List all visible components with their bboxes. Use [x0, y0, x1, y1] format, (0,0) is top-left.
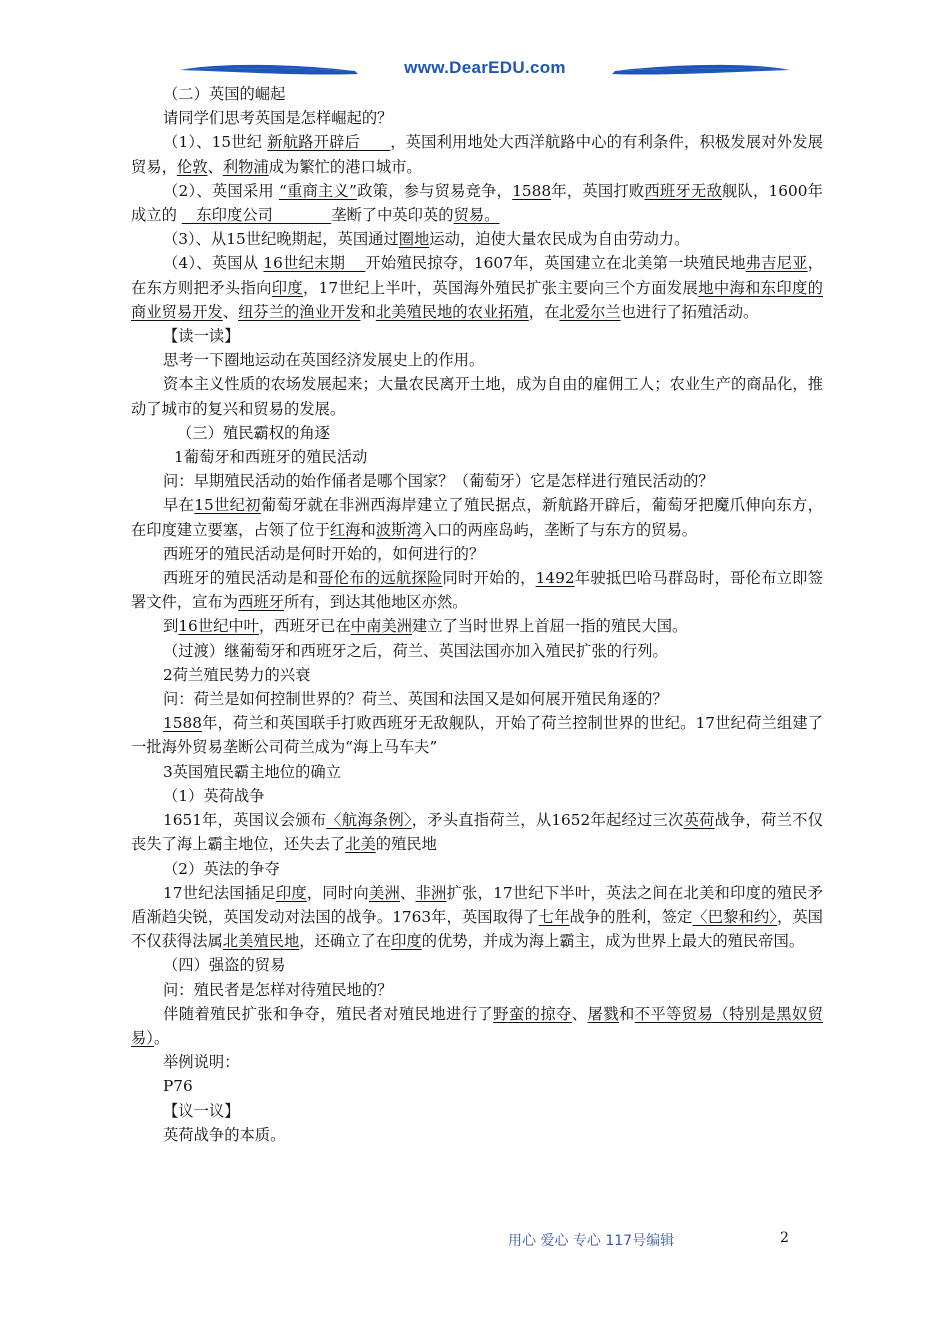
paragraph: 早在15世纪初葡萄牙就在非洲西海岸建立了殖民据点，新航路开辟后，葡萄牙把魔爪伸向东方，在印度建立要塞，占领了位于红海和波斯湾入口的两座岛屿，垄断了与东方的贸易。 [131, 496, 823, 539]
document-body [131, 82, 823, 1147]
paragraph: （4）、英国从 16世纪末期 开始殖民掠夺，1607年，英国建立在北美第一块殖民地弗吉尼亚，在东方则把矛头指向印度，17世纪上半叶，英国海外殖民扩张主要向三个方面发展地中海和东印度的商业贸易开发、纽芬兰的渔业开发和北美殖民地的农业拓殖，在北爱尔兰也进行了拓殖活动。 [131, 254, 823, 321]
paragraph: 1651年，英国议会颁布〈航海条例〉，矛头直指荷兰，从1652年起经过三次英荷战争，荷兰不仅丧失了海上霸主地位，还失去了北美的殖民地 [131, 811, 823, 854]
paragraph: 17世纪法国插足印度，同时向美洲、非洲扩张，17世纪下半叶，英法之间在北美和印度的殖民矛盾渐趋尖锐，英国发动对法国的战争。1763年，英国取得了七年战争的胜利，签定〈巴黎和约〉，英国不仅获得法属北美殖民地，还确立了在印度的优势，并成为海上霸主，成为世界上最大的殖民帝国。 [131, 883, 823, 951]
footer-slogan: 用心 爱心 专心 117号编辑 [508, 1233, 675, 1249]
paragraph: 西班牙的殖民活动是和哥伦布的远航探险同时开始的，1492年驶抵巴哈马群岛时，哥伦布立即签署文件，宣布为西班牙所有，到达其他地区亦然。 [131, 569, 823, 612]
paragraph: （1）、15世纪 新航路开辟后 ，英国利用地处大西洋航路中心的有利条件，积极发展对外发展贸易，伦敦、利物浦成为繁忙的港口城市。 [131, 133, 823, 176]
paragraph: 英荷战争的本质。 [163, 1125, 286, 1144]
subheading: 1葡萄牙和西班牙的殖民活动 [174, 448, 368, 467]
section-heading-2: （二）英国的崛起 [163, 85, 286, 103]
site-url: www.DearEDU.com [404, 58, 566, 77]
subheading: （1）英荷战争 [163, 786, 265, 805]
paragraph: 举例说明： [163, 1053, 240, 1072]
read-label: 【读一读】 [163, 327, 240, 346]
question-line: 问：早期殖民活动的始作俑者是哪个国家？（葡萄牙）它是怎样进行殖民活动的？ [163, 472, 714, 491]
section-heading-3: （三）殖民霸权的角逐 [177, 423, 330, 442]
question-line: 问：殖民者是怎样对待殖民地的？ [163, 980, 393, 999]
paragraph: 1588年，荷兰和英国联手打败西班牙无敌舰队，开始了荷兰控制世界的世纪。17世纪荷兰组建了一批海外贸易垄断公司荷兰成为“海上马车夫” [131, 714, 823, 757]
page-number: 2 [780, 1230, 789, 1246]
paragraph: 思考一下圈地运动在英国经济发展史上的作用。 [163, 351, 485, 370]
paragraph: （2）、英国采用 “重商主义”政策，参与贸易竞争，1588年，英国打败西班牙无敌舰队，1600年成立的 东印度公司 垄断了中英印英的贸易。 [131, 181, 823, 225]
paragraph: 资本主义性质的农场发展起来；大量农民离开土地，成为自由的雇佣工人；农业生产的商品化，推动了城市的复兴和贸易的发展。 [131, 375, 823, 418]
question-line: 问：荷兰是如何控制世界的？荷兰、英国和法国又是如何展开殖民角逐的？ [163, 690, 668, 709]
subheading: （2）英法的争夺 [163, 859, 280, 878]
paragraph: 伴随着殖民扩张和争夺，殖民者对殖民地进行了野蛮的掠夺、屠戮和不平等贸易（特别是黑奴贸易）。 [131, 1004, 823, 1047]
question-line: 西班牙的殖民活动是何时开始的，如何进行的？ [163, 544, 485, 563]
page-reference: P76 [163, 1077, 193, 1096]
discuss-label: 【议一议】 [163, 1101, 240, 1120]
subheading: 2荷兰殖民势力的兴衰 [163, 665, 311, 684]
paragraph: （3）、从15世纪晚期起，英国通过圈地运动，迫使大量农民成为自由劳动力。 [163, 230, 690, 249]
section-heading-4: （四）强盗的贸易 [163, 956, 286, 975]
paragraph: 到16世纪中叶，西班牙已在中南美洲建立了当时世界上首屈一指的殖民大国。 [163, 617, 688, 636]
paragraph: （过渡）继葡萄牙和西班牙之后，荷兰、英国法国亦加入殖民扩张的行列。 [163, 641, 668, 660]
question-line: 请同学们思考英国是怎样崛起的？ [163, 109, 393, 128]
subheading: 3英国殖民霸主地位的确立 [163, 762, 341, 781]
